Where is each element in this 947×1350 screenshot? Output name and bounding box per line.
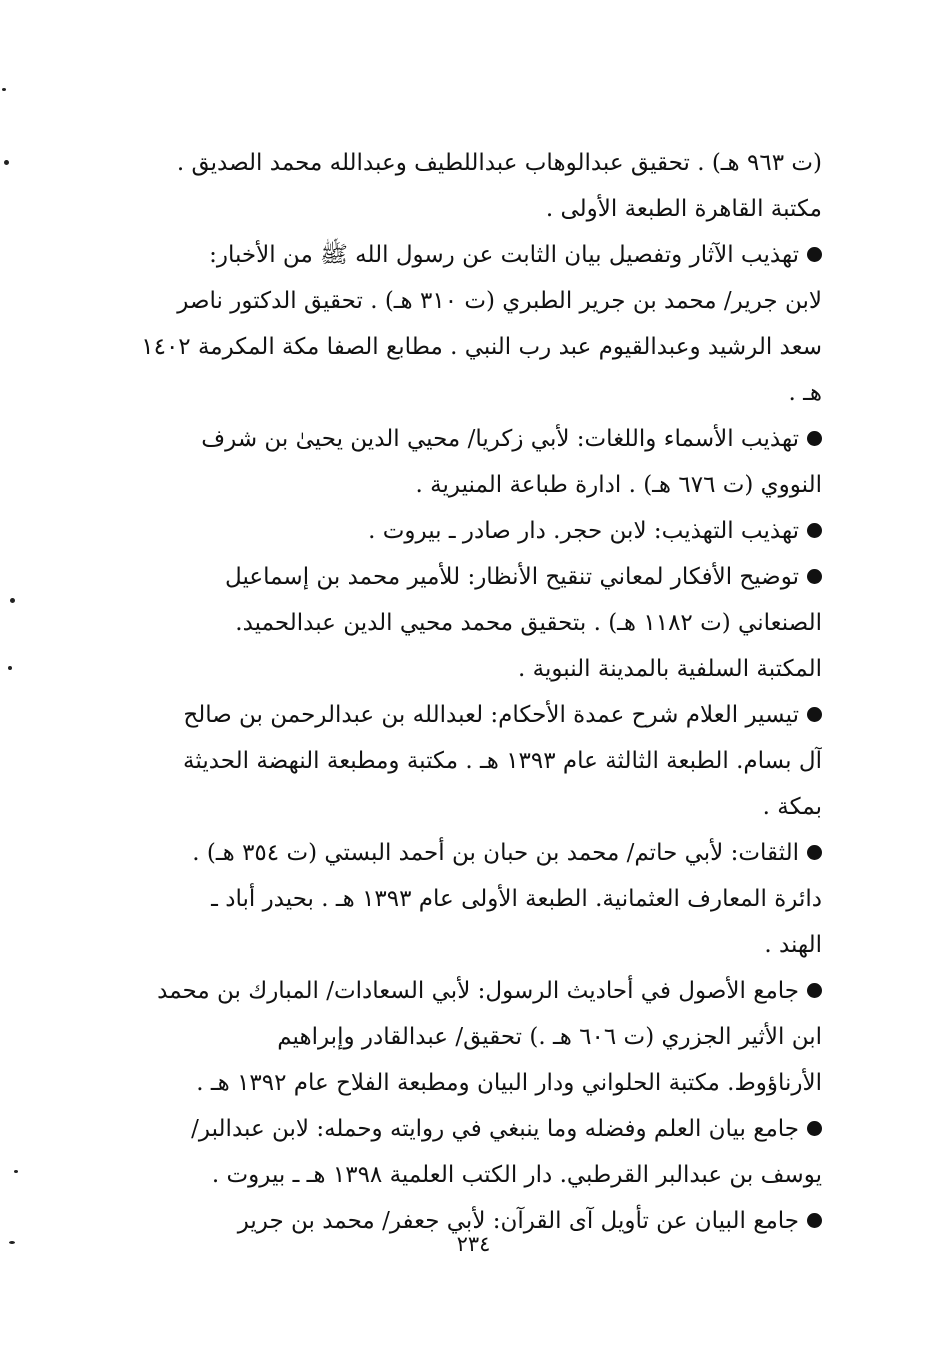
line-text: الثقات: لأبي حاتم/ محمد بن حبان بن أحمد البستي (ت ٣٥٤ هـ) . [192, 840, 799, 866]
bullet-icon [807, 247, 822, 262]
scan-speck [10, 598, 15, 603]
scan-speck [2, 88, 6, 91]
text-line [100, 416, 822, 462]
scan-speck [8, 666, 12, 670]
text-line [100, 186, 822, 232]
line-text: دائرة المعارف العثمانية. الطبعة الأولى عام ١٣٩٣ هـ . بحيدر أباد ـ [211, 886, 822, 912]
line-text: الصنعاني (ت ١١٨٢ هـ) . بتحقيق محمد محيي الدين عبدالحميد. [235, 610, 822, 636]
text-line [100, 1152, 822, 1198]
text-line [100, 692, 822, 738]
bullet-icon [807, 983, 822, 998]
line-text: ابن الأثير الجزري (ت ٦٠٦ هـ .) تحقيق/ عبدالقادر وإبراهيم [277, 1024, 822, 1050]
text-line [100, 370, 822, 416]
line-text: مكتبة القاهرة الطبعة الأولى . [545, 196, 822, 222]
line-text: المكتبة السلفية بالمدينة النبوية . [518, 656, 822, 682]
text-line [100, 600, 822, 646]
line-text: النووي (ت ٦٧٦ هـ) . ادارة طباعة المنيرية . [415, 472, 822, 498]
text-line [100, 324, 822, 370]
bullet-icon [807, 845, 822, 860]
bullet-icon [807, 1121, 822, 1136]
text-line [100, 1014, 822, 1060]
line-text: جامع بيان العلم وفضله وما ينبغي في روايته وحمله: لابن عبدالبر/ [191, 1116, 799, 1142]
line-text: جامع البيان عن تأويل آى القرآن: لأبي جعفر/ محمد بن جرير [237, 1208, 799, 1234]
text-line [100, 784, 822, 830]
scan-speck [14, 1170, 18, 1173]
text-line [100, 738, 822, 784]
line-text: تهذيب التهذيب: لابن حجر. دار صادر ـ بيروت . [368, 518, 799, 544]
text-line [100, 140, 822, 186]
text-line [100, 554, 822, 600]
line-text: آل بسام. الطبعة الثالثة عام ١٣٩٣ هـ . مكتبة ومطبعة النهضة الحديثة [183, 748, 822, 774]
text-line [100, 968, 822, 1014]
line-text: جامع الأصول في أحاديث الرسول: لأبي السعادات/ المبارك بن محمد [157, 978, 799, 1004]
scan-speck [9, 1241, 15, 1244]
line-text: الأرناؤوط. مكتبة الحلواني ودار البيان ومطبعة الفلاح عام ١٣٩٢ هـ . [196, 1070, 822, 1096]
page-number: ٢٣٤ [456, 1232, 491, 1256]
text-line [100, 922, 822, 968]
bullet-icon [807, 1213, 822, 1228]
text-line [100, 876, 822, 922]
text-line [100, 830, 822, 876]
line-text: يوسف بن عبدالبر القرطبي. دار الكتب العلمية ١٣٩٨ هـ ـ بيروت . [211, 1162, 822, 1188]
text-line [100, 508, 822, 554]
line-text: الهند . [764, 932, 822, 958]
bullet-icon [807, 431, 822, 446]
text-line [100, 278, 822, 324]
line-text: هـ . [788, 380, 822, 406]
text-line [100, 462, 822, 508]
text-line [100, 1106, 822, 1152]
bullet-icon [807, 569, 822, 584]
line-text: تهذيب الآثار وتفصيل بيان الثابت عن رسول الله ﷺ من الأخبار: [209, 242, 799, 268]
text-line [100, 232, 822, 278]
line-text: (ت ٩٦٣ هـ) . تحقيق عبدالوهاب عبداللطيف وعبدالله محمد الصديق . [176, 150, 822, 176]
line-text: تهذيب الأسماء واللغات: لأبي زكريا/ محيي الدين يحيىٰ بن شرف [201, 426, 799, 452]
scan-speck [4, 160, 9, 165]
line-text: تيسير العلام شرح عمدة الأحكام: لعبدالله بن عبدالرحمن بن صالح [183, 702, 799, 728]
text-line [100, 646, 822, 692]
line-text: سعد الرشيد وعبدالقيوم عبد رب النبي . مطابع الصفا مكة المكرمة ١٤٠٢ [141, 334, 822, 360]
line-text: بمكة . [762, 794, 822, 820]
bullet-icon [807, 707, 822, 722]
line-text: توضيح الأفكار لمعاني تنقيح الأنظار: للأمير محمد بن إسماعيل [225, 564, 799, 590]
line-text: لابن جرير/ محمد بن جرير الطبري (ت ٣١٠ هـ) . تحقيق الدكتور ناصر [177, 288, 822, 314]
bibliography-text [100, 140, 822, 1244]
text-line [100, 1060, 822, 1106]
bullet-icon [807, 523, 822, 538]
